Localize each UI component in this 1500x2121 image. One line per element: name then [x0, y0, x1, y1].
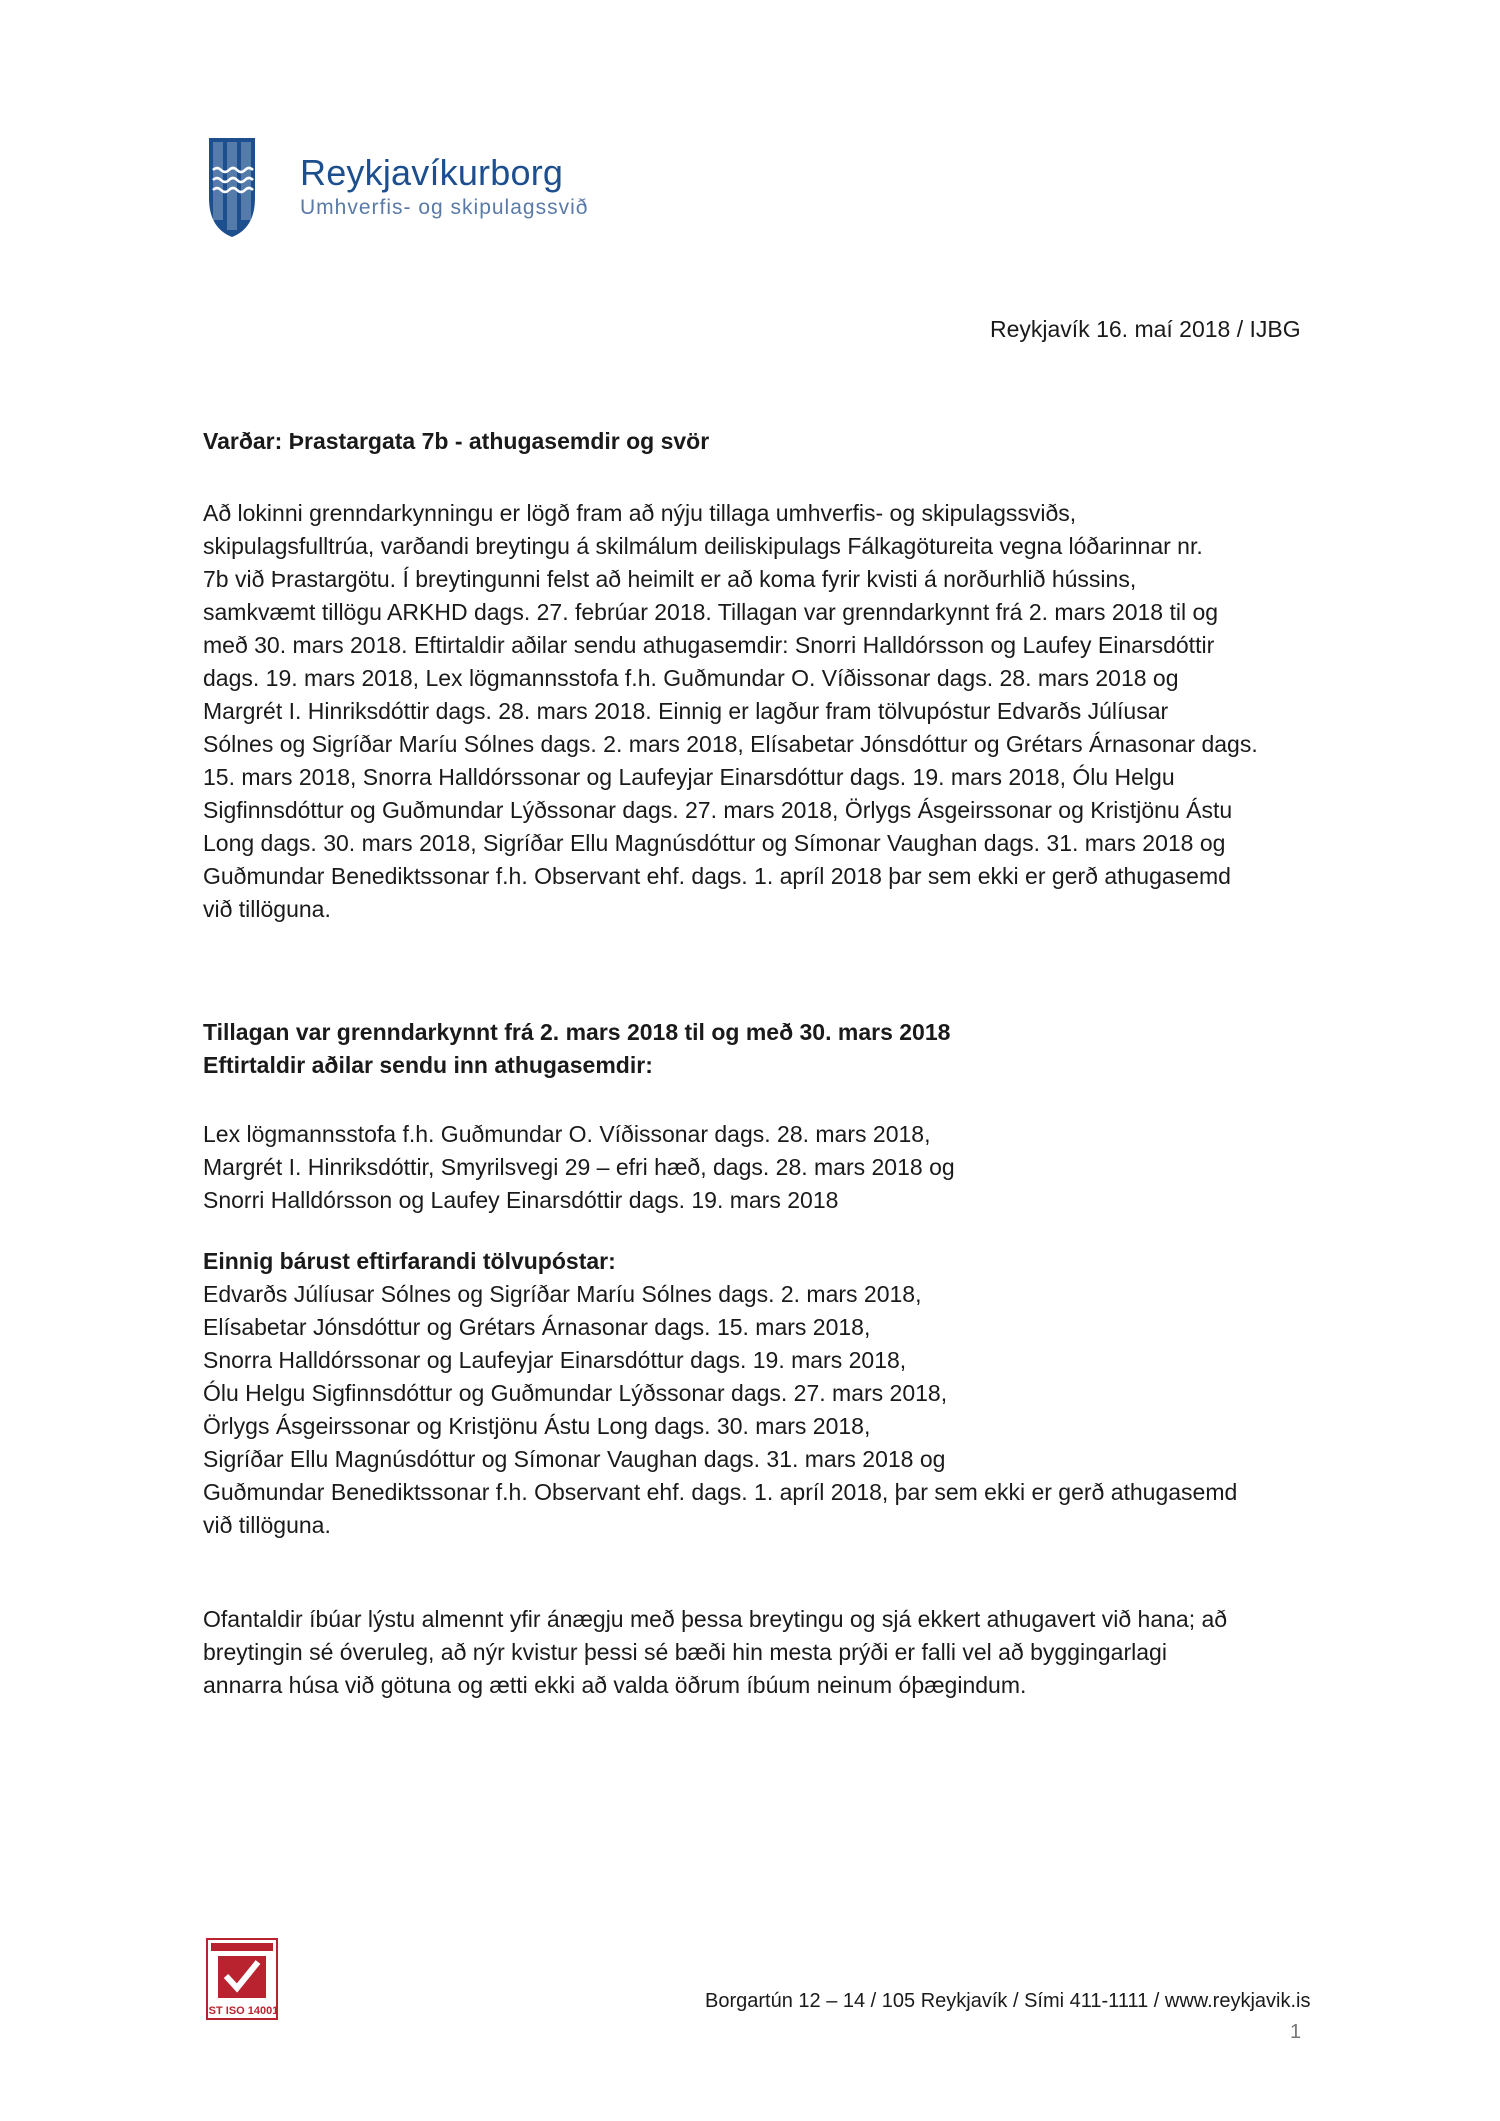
text-line: breytingin sé óveruleg, að nýr kvistur þessi sé bæði hin mesta prýði er falli vel að byggingarlagi [203, 1639, 1167, 1665]
text-line: Guðmundar Benediktssonar f.h. Observant ehf. dags. 1. apríl 2018 þar sem ekki er gerð athugasemd [203, 863, 1231, 889]
organization-department: Umhverfis- og skipulagssvið [300, 196, 589, 219]
text-line: 15. mars 2018, Snorra Halldórssonar og Laufeyjar Einarsdóttur dags. 19. mars 2018, Ólu Helgu [203, 764, 1175, 790]
list-item: Edvarðs Júlíusar Sólnes og Sigríðar Maríu Sólnes dags. 2. mars 2018, [203, 1281, 922, 1307]
text-line: Sólnes og Sigríðar Maríu Sólnes dags. 2. mars 2018, Elísabetar Jónsdóttur og Grétars Árnasonar dags. [203, 731, 1258, 757]
footer-address: Borgartún 12 – 14 / 105 Reykjavík / Sími 411-1111 / www.reykjavik.is [705, 1990, 1311, 2012]
text-line: Margrét I. Hinriksdóttir dags. 28. mars 2018. Einnig er lagður fram tölvupóstur Edvarðs Júlíusar [203, 698, 1169, 724]
list-item: við tillöguna. [203, 1512, 331, 1538]
text-line: samkvæmt tillögu ARKHD dags. 27. febrúar 2018. Tillagan var grenndarkynnt frá 2. mars 2018 til og [203, 599, 1219, 625]
text-line: Að lokinni grenndarkynningu er lögð fram að nýju tillaga umhverfis- og skipulagssviðs, [203, 500, 1077, 526]
list-item: Örlygs Ásgeirssonar og Kristjönu Ástu Long dags. 30. mars 2018, [203, 1413, 871, 1439]
section-heading [203, 1016, 950, 1082]
text-line: skipulagsfulltrúa, varðandi breytingu á skilmálum deiliskipulags Fálkagötureita vegna lóðarinnar nr. [203, 533, 1203, 559]
list-item: Elísabetar Jónsdóttur og Grétars Árnasonar dags. 15. mars 2018, [203, 1314, 871, 1340]
heading-line: Tillagan var grenndarkynnt frá 2. mars 2018 til og með 30. mars 2018 [203, 1019, 951, 1045]
organization-name: Reykjavíkurborg [300, 152, 564, 193]
text-line: 7b við Þrastargötu. Í breytingunni felst að heimilt er að koma fyrir kvisti á norðurhlið hússins, [203, 566, 1137, 592]
emails-list [203, 1245, 1237, 1542]
emails-heading: Einnig bárust eftirfarandi tölvupóstar: [203, 1248, 616, 1274]
text-line: við tillöguna. [203, 896, 331, 922]
page-number: 1 [1290, 2021, 1302, 2043]
closing-paragraph [203, 1603, 1353, 1702]
list-item: Guðmundar Benediktssonar f.h. Observant ehf. dags. 1. apríl 2018, þar sem ekki er gerð athugasemd [203, 1479, 1238, 1505]
list-item: Lex lögmannsstofa f.h. Guðmundar O. Víðissonar dags. 28. mars 2018, [203, 1121, 931, 1147]
text-line: annarra húsa við götuna og ætti ekki að valda öðrum íbúum neinum óþægindum. [203, 1672, 1027, 1698]
list-item: Ólu Helgu Sigfinnsdóttur og Guðmundar Lýðssonar dags. 27. mars 2018, [203, 1380, 948, 1406]
heading-line: Eftirtaldir aðilar sendu inn athugasemdir: [203, 1052, 653, 1078]
text-line: Sigfinnsdóttur og Guðmundar Lýðssonar dags. 27. mars 2018, Örlygs Ásgeirssonar og Kristjönu Ástu [203, 797, 1233, 823]
text-line: dags. 19. mars 2018, Lex lögmannsstofa f.h. Guðmundar O. Víðissonar dags. 28. mars 2018 og [203, 665, 1179, 691]
reykjavik-shield-icon [207, 136, 257, 239]
text-line: Long dags. 30. mars 2018, Sigríðar Ellu Magnúsdóttur og Símonar Vaughan dags. 31. mars 2018 og [203, 830, 1226, 856]
text-line: Ofantaldir íbúar lýstu almennt yfir ánægju með þessa breytingu og sjá ekkert athugavert við hana; að [203, 1606, 1228, 1632]
list-item: Snorri Halldórsson og Laufey Einarsdóttir dags. 19. mars 2018 [203, 1187, 839, 1213]
list-item: Margrét I. Hinriksdóttir, Smyrilsvegi 29 – efri hæð, dags. 28. mars 2018 og [203, 1154, 955, 1180]
letter-subject: Varðar: Þrastargata 7b - athugasemdir og svör [203, 428, 710, 454]
intro-paragraph [203, 497, 1313, 926]
list-item: Sigríðar Ellu Magnúsdóttur og Símonar Vaughan dags. 31. mars 2018 og [203, 1446, 946, 1472]
list-item: Snorra Halldórssonar og Laufeyjar Einarsdóttur dags. 19. mars 2018, [203, 1347, 907, 1373]
text-line: með 30. mars 2018. Eftirtaldir aðilar sendu athugasemdir: Snorri Halldórsson og Laufey Einarsdóttir [203, 632, 1215, 658]
dateline: Reykjavík 16. maí 2018 / IJBG [990, 316, 1301, 342]
iso-label: IST ISO 14001 [206, 2005, 278, 2017]
commenters-list [203, 1118, 955, 1217]
iso-14001-certification-icon [206, 1938, 278, 2020]
